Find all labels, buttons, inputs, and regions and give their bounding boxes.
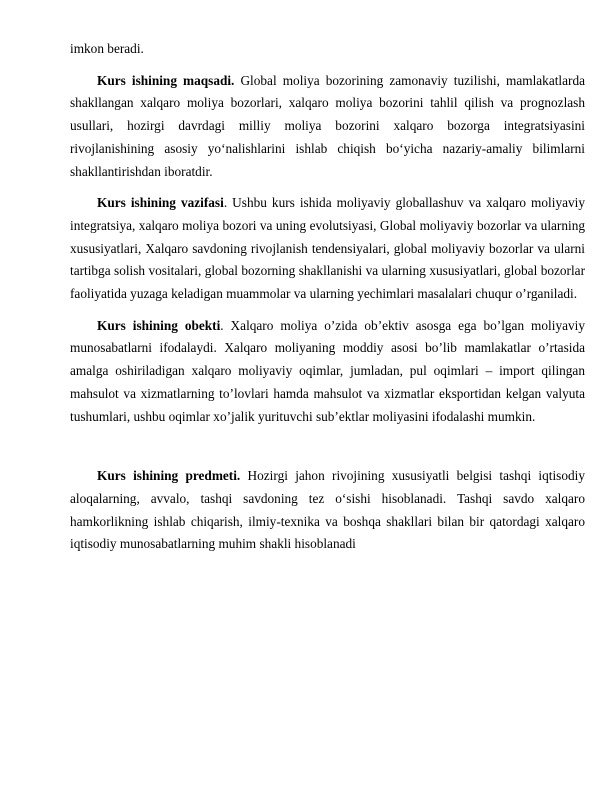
paragraph-text: Global moliya bozorining zamonaviy tuzilishi, mamlakatlarda shakllangan xalqaro moliya bozorlari, xalqaro moliya bozorini tahlil qilish va prognozlash usullari, hozirgi davrdagi milliy moliya bozorini xalqaro bozorga integratsiyasini rivojlanishining asosiy yo‘nalishlarini ishlab chiqish bo‘yicha nazariy-amaliy bilimlarni shakllantirishdan iboratdir. — [70, 72, 585, 179]
paragraph-tasks — [70, 192, 585, 306]
paragraph-heading: Kurs ishining obekti — [97, 317, 221, 333]
paragraph-object — [70, 315, 585, 429]
document-page — [70, 38, 585, 556]
paragraph-heading: Kurs ishining predmeti. — [97, 468, 241, 484]
spacer — [70, 306, 585, 315]
paragraph-text: Hozirgi jahon rivojining xususiyatli belgisi tashqi iqtisodiy aloqalarning, avvalo, tashqi savdoning tez o‘sishi hisoblanadi. Tashqi savdo xalqaro hamkorlikning ishlab chiqarish, ilmiy-texnika va boshqa shakllari bilan bir qatordagi xalqaro iqtisodiy munosabatlarning muhim shakli hisoblanadi — [70, 468, 585, 552]
intro-line: imkon beradi. — [70, 41, 144, 56]
spacer — [70, 61, 585, 70]
paragraph-text: . Xalqaro moliya o’zida ob’ektiv asosga ega bo’lgan moliyaviy munosabatlarni ifodalaydi. Xalqaro moliyaning moddiy asosi bo’lib mamlakatlar o’rtasida amalga oshiriladigan xalqaro moliyaviy oqimlar, jumladan, pul oqimlari – import qilingan mahsulot va xizmatlarning to’lovlari hamda mahsulot va xizmatlar eksportidan kelgan valyuta tushumlari, ushbu oqimlar xo’jalik yurituvchi sub’ektlar moliyasini ifodalashi mumkin. — [70, 317, 585, 424]
paragraph-aim — [70, 70, 585, 184]
paragraph-text: . Ushbu kurs ishida moliyaviy globallashuv va xalqaro moliyaviy integratsiya, xalqaro moliya bozori va uning evolutsiyasi, Global moliyaviy bozorlar va ularning xususiyatlari, Xalqaro savdoning rivojlanish tendensiyalari, global moliyaviy bozorlar va ularni tartibga solish vositalari, global bozorning shakllanishi va ularning xususiyatlari, global bozorlar faoliyatida yuzaga keladigan muammolar va ularning yechimlari masalalari chuqur o’rganiladi. — [70, 195, 585, 302]
paragraph-heading: Kurs ishining maqsadi. — [97, 72, 235, 88]
spacer — [70, 183, 585, 192]
paragraph-subject — [70, 465, 585, 556]
spacer — [70, 428, 585, 465]
paragraph-heading: Kurs ishining vazifasi — [97, 195, 224, 211]
